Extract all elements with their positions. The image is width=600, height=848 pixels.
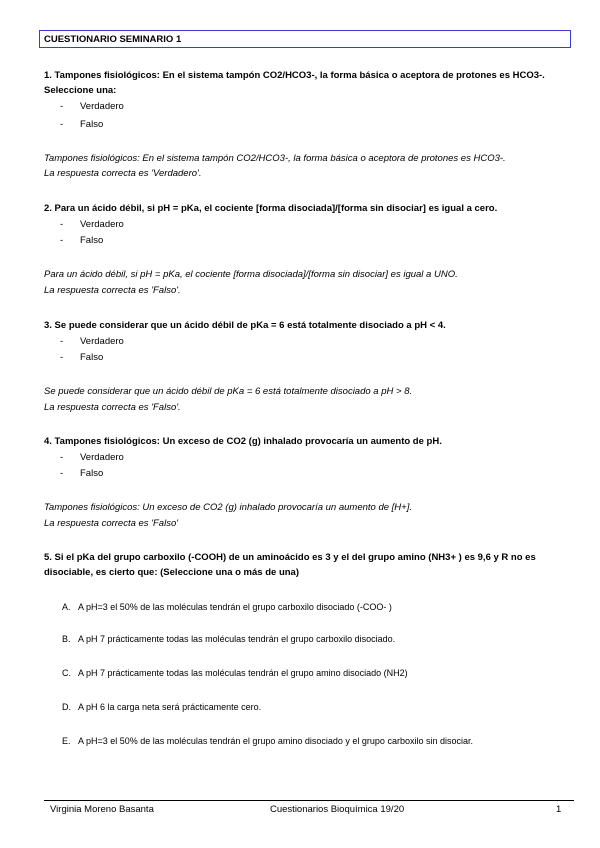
- q4-explanation: Tampones fisiológicos: Un exceso de CO2 (g) inhalado provocaría un aumento de [H+].: [44, 502, 412, 513]
- question-1: 1. Tampones fisiológicos: En el sistema tampón CO2/HCO3-, la forma básica o aceptora de protones es HCO3-. Seleccione una:: [44, 70, 545, 96]
- q4-option-2: - Falso: [60, 468, 104, 479]
- q5-option-c: C. A pH 7 prácticamente todas las moléculas tendrán el grupo amino disociado (NH2): [62, 668, 408, 678]
- footer-divider: [44, 800, 574, 801]
- q1-explanation: Tampones fisiológicos: En el sistema tampón CO2/HCO3-, la forma básica o aceptora de protones es HCO3-.: [44, 153, 506, 164]
- q3-explanation: Se puede considerar que un ácido débil de pKa = 6 está totalmente disociado a pH > 8.: [44, 386, 413, 397]
- question-3: 3. Se puede considerar que un ácido débil de pKa = 6 está totalmente disociado a pH < 4.: [44, 320, 446, 331]
- q1-option-2: - Falso: [60, 119, 104, 130]
- q4-answer: La respuesta correcta es 'Falso': [44, 518, 179, 529]
- title-box: [39, 30, 571, 48]
- q3-answer: La respuesta correcta es 'Falso'.: [44, 402, 181, 413]
- q2-answer: La respuesta correcta es 'Falso'.: [44, 285, 181, 296]
- question-5: 5. Si el pKa del grupo carboxilo (-COOH) de un aminoácido es 3 y el del grupo amino (NH3+ ) es 9,6 y R no es disociable, es cierto que: (Seleccione una o más de una): [44, 552, 536, 578]
- page-title: CUESTIONARIO SEMINARIO 1: [44, 34, 182, 45]
- q2-option-1: - Verdadero: [60, 219, 124, 230]
- footer-page-number: 1: [556, 804, 562, 815]
- q1-answer: La respuesta correcta es 'Verdadero'.: [44, 168, 202, 179]
- question-2: 2. Para un ácido débil, si pH = pKa, el cociente [forma disociada]/[forma sin disociar] es igual a cero.: [44, 203, 498, 214]
- footer-course: Cuestionarios Bioquímica 19/20: [270, 804, 405, 815]
- q5-option-a: A. A pH=3 el 50% de las moléculas tendrán el grupo carboxilo disociado (-COO- ): [62, 602, 392, 612]
- question-4: 4. Tampones fisiológicos: Un exceso de CO2 (g) inhalado provocaría un aumento de pH.: [44, 436, 442, 447]
- q5-option-d: D. A pH 6 la carga neta será prácticamente cero.: [62, 702, 262, 712]
- q3-option-2: - Falso: [60, 352, 104, 363]
- q4-option-1: - Verdadero: [60, 452, 124, 463]
- q5-option-e: E. A pH=3 el 50% de las moléculas tendrán el grupo amino disociado y el grupo carboxilo sin disociar.: [62, 736, 473, 746]
- q5-option-b: B. A pH 7 prácticamente todas las moléculas tendrán el grupo carboxilo disociado.: [62, 634, 396, 644]
- q3-option-1: - Verdadero: [60, 336, 124, 347]
- q1-option-1: - Verdadero: [60, 101, 124, 112]
- q2-explanation: Para un ácido débil, si pH = pKa, el cociente [forma disociada]/[forma sin disociar] es igual a UNO.: [44, 269, 458, 280]
- footer-author: Virginia Moreno Basanta: [50, 804, 154, 815]
- q2-option-2: - Falso: [60, 235, 104, 246]
